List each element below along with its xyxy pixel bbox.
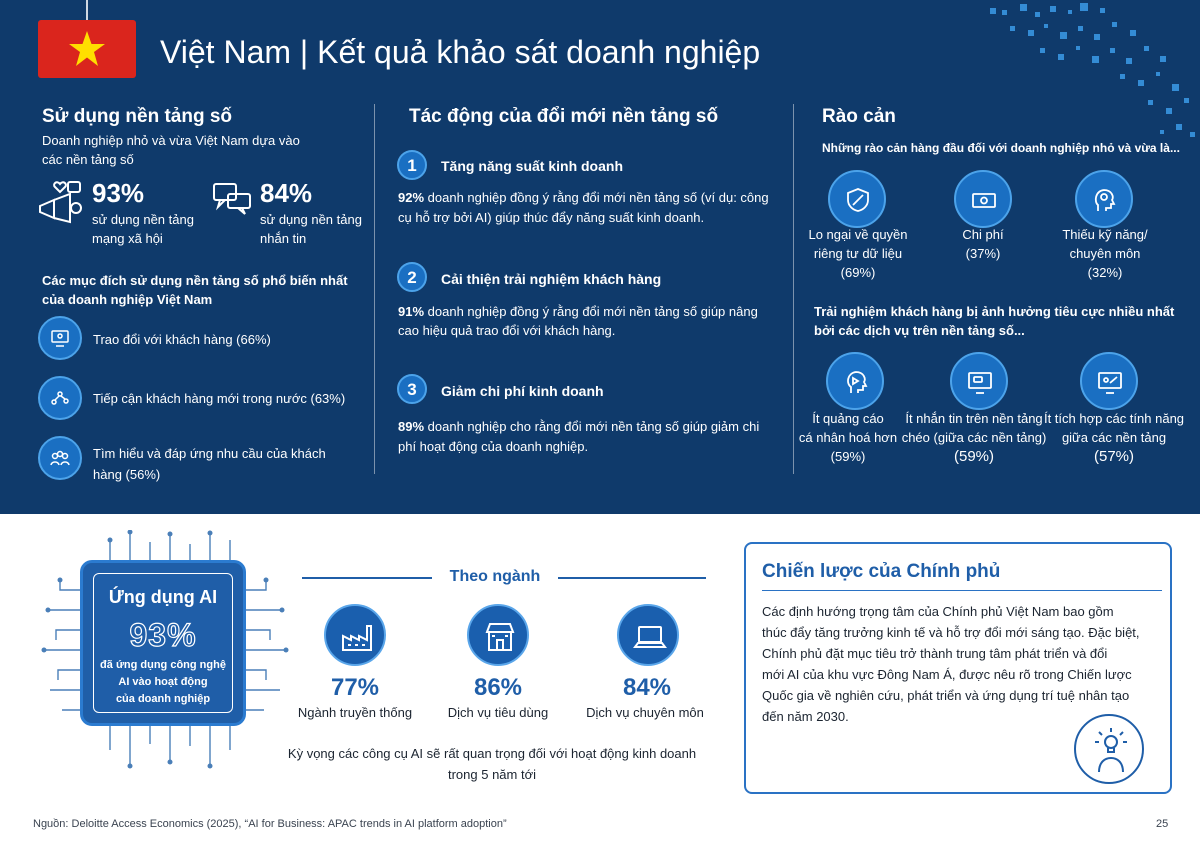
industry-pct-2: 86% (473, 674, 523, 701)
messaging-icon (212, 182, 252, 216)
barriers-subtitle-2-line2: bởi các dịch vụ trên nền tảng số... (814, 323, 1025, 338)
factory-icon (324, 604, 386, 666)
messaging-label-line1: sử dụng nền tảng (260, 212, 362, 227)
industry-label-1: Ngành truyền thống (297, 705, 413, 720)
network-icon (38, 376, 82, 420)
industry-label-2: Dịch vụ tiêu dùng (447, 705, 549, 720)
barrier-3-pct: (32%) (1087, 265, 1123, 280)
barriers-subtitle-2-line1: Trải nghiệm khách hàng bị ảnh hưởng tiêu cực nhiều nhất (814, 304, 1175, 319)
barrier-1-pct: (69%) (840, 265, 876, 280)
impact-text-1-line1: 92% doanh nghiệp đồng ý rằng đổi mới nền tảng số (ví dụ: công (398, 190, 769, 205)
ai-desc-line1: đã ứng dụng công nghệ (100, 659, 226, 671)
industry-title: Theo ngành (449, 568, 541, 585)
head-skills-icon (1075, 170, 1133, 228)
ai-title: Ứng dụng AI (108, 587, 218, 607)
purpose-1: Trao đổi với khách hàng (66%) (93, 332, 271, 347)
flag-hanger (86, 0, 88, 20)
barrier-1-line2: riêng tư dữ liệu (813, 246, 903, 261)
social-media-label-line2: mạng xã hội (92, 231, 163, 246)
experience-3-pct: (57%) (1093, 448, 1134, 465)
barriers-subtitle-1: Những rào cản hàng đầu đối với doanh nghiệp nhỏ và vừa là... (822, 141, 1180, 155)
purpose-2: Tiếp cận khách hàng mới trong nước (63%) (93, 391, 346, 406)
experience-1-pct: (59%) (830, 449, 866, 464)
impact-number-2: 2 (397, 262, 427, 292)
experience-1-line1: Ít quảng cáo (812, 411, 884, 426)
impact-text-2-line1: 91% doanh nghiệp đồng ý rằng đổi mới nền tảng số giúp nâng (398, 304, 758, 319)
impact-number-3: 3 (397, 374, 427, 404)
experience-1-line2: cá nhân hoá hơn (798, 430, 898, 445)
ad-person-icon (826, 352, 884, 410)
government-text-line4: mới AI của khu vực Đông Nam Á, được nêu rõ trong Chiến lược (762, 667, 1132, 682)
usage-title: Sử dụng nền tảng số (42, 106, 233, 127)
integration-screen-icon (1080, 352, 1138, 410)
social-media-label-line1: sử dụng nền tảng (92, 212, 194, 227)
ai-pct: 93% (129, 617, 197, 653)
impact-heading-3: Giảm chi phí kinh doanh (441, 383, 604, 399)
usage-intro-line2: các nền tảng số (42, 152, 134, 167)
messaging-stat: 84% (260, 178, 313, 208)
industry-note-line1: Kỳ vọng các công cụ AI sẽ rất quan trọng đối với hoạt động kinh doanh (287, 746, 697, 761)
chat-screen-icon (950, 352, 1008, 410)
lightbulb-person-icon (1074, 714, 1144, 784)
impact-text-3-line2: phí hoạt động của doanh nghiệp. (398, 439, 589, 454)
experience-3-line2: giữa các nền tảng (1061, 430, 1167, 445)
source-footnote: Nguồn: Deloitte Access Economics (2025), “AI for Business: APAC trends in AI platform adoption” (33, 818, 507, 830)
usage-intro-line1: Doanh nghiệp nhỏ và vừa Việt Nam dựa vào (42, 133, 300, 148)
industry-pct-3: 84% (622, 674, 672, 701)
barrier-1-line1: Lo ngại về quyền (808, 227, 908, 242)
page-title: Việt Nam | Kết quả khảo sát doanh nghiệp (160, 34, 761, 70)
ai-desc-line3: của doanh nghiệp (115, 693, 211, 705)
purposes-title-line2: của doanh nghiệp Việt Nam (42, 292, 213, 307)
industry-rule-right (558, 577, 706, 579)
barrier-3-line1: Thiếu kỹ năng/ (1062, 227, 1148, 242)
money-icon (954, 170, 1012, 228)
ai-desc-line2: AI vào hoạt động (118, 676, 208, 688)
industry-rule-left (302, 577, 432, 579)
barrier-2-pct: (37%) (965, 246, 1001, 261)
shield-icon (828, 170, 886, 228)
storefront-icon (467, 604, 529, 666)
government-text-line6: đến năm 2030. (762, 709, 849, 724)
government-text-line5: Quốc gia về nghiên cứu, phát triển và ứng dụng trí tuệ nhân tạo (762, 688, 1130, 703)
vietnam-flag-icon (38, 20, 136, 78)
customer-exchange-icon (38, 316, 82, 360)
experience-2-pct: (59%) (953, 448, 994, 465)
industry-label-3: Dịch vụ chuyên môn (586, 705, 704, 720)
laptop-icon (617, 604, 679, 666)
experience-2-line2: chéo (giữa các nền tảng) (901, 430, 1047, 445)
impact-heading-1: Tăng năng suất kinh doanh (441, 158, 623, 174)
purpose-3-line1: Tìm hiểu và đáp ứng nhu cầu của khách (93, 446, 326, 461)
impact-number-1: 1 (397, 150, 427, 180)
impact-heading-2: Cải thiện trải nghiệm khách hàng (441, 271, 662, 287)
experience-3-line1: Ít tích hợp các tính năng (1043, 411, 1185, 426)
people-group-icon (38, 436, 82, 480)
social-media-stat: 93% (92, 178, 145, 208)
barriers-title: Rào cản (822, 106, 896, 127)
divider (374, 104, 375, 474)
impact-text-3-line1: 89% doanh nghiệp cho rằng đổi mới nền tảng số giúp giảm chi (398, 419, 760, 434)
ai-chip-card (80, 560, 246, 726)
government-title-rule (762, 590, 1162, 591)
decorative-pixel-arc (980, 0, 1200, 150)
page-number: 25 (1156, 818, 1169, 830)
purposes-title-line1: Các mục đích sử dụng nền tảng số phổ biến nhất (42, 273, 348, 288)
messaging-label-line2: nhắn tin (260, 231, 307, 246)
government-title: Chiến lược của Chính phủ (762, 561, 1001, 582)
impact-text-1-line2: cụ hỗ trợ bởi AI) giúp thúc đẩy năng suất kinh doanh. (398, 210, 705, 225)
industry-pct-1: 77% (330, 674, 380, 701)
government-text-line2: thúc đẩy tăng trưởng kinh tế và hỗ trợ đổi mới sáng tạo. Đặc biệt, (762, 625, 1140, 640)
government-text-line3: Chính phủ đặt mục tiêu trở thành trung tâm phát triển và đổi (762, 646, 1108, 661)
barrier-2-line1: Chi phí (962, 227, 1004, 242)
impact-text-2-line2: cao hiệu quả trao đổi với khách hàng. (398, 323, 616, 338)
impact-title: Tác động của đổi mới nền tảng số (409, 106, 719, 127)
purpose-3-line2: hàng (56%) (93, 467, 161, 482)
government-text-line1: Các định hướng trọng tâm của Chính phủ Việt Nam bao gồm (762, 604, 1114, 619)
experience-2-line1: Ít nhắn tin trên nền tảng (905, 411, 1043, 426)
social-media-megaphone-icon (36, 180, 84, 224)
industry-note-line2: trong 5 năm tới (447, 767, 536, 782)
barrier-3-line2: chuyên môn (1069, 246, 1141, 261)
